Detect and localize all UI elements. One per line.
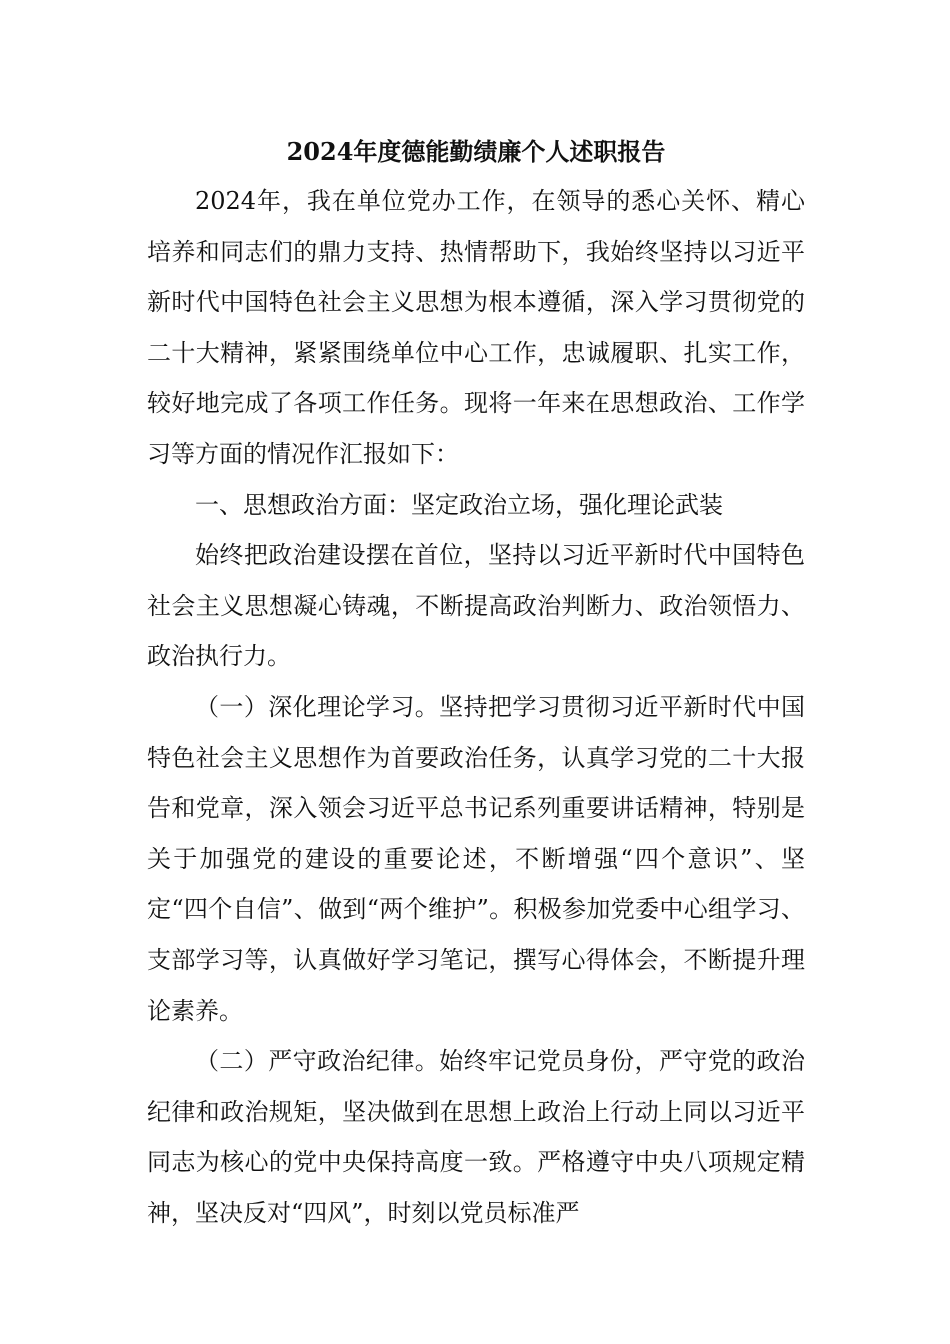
document-title: 2024年度德能勤绩廉个人述职报告 [286, 137, 666, 166]
item-theory-study: （一）深化理论学习。坚持把学习贯彻习近平新时代中国特色社会主义思想作为首要政治任务，认真学习党的二十大报告和党章，深入领会习近平总书记系列重要讲话精神，特别是关于加强党的建设的重要论述，不断增强“四个意识”、坚定“四个自信”、做到“两个维护”。积极参加党委中心组学习、支部学习等，认真做好学习笔记，撰写心得体会，不断提升理论素养。 [147, 692, 805, 1025]
item-political-discipline: （二）严守政治纪律。始终牢记党员身份，严守党的政治纪律和政治规矩，坚决做到在思想上政治上行动上同以习近平同志为核心的党中央保持高度一致。严格遵守中央八项规定精神，坚决反对“四风”，时刻以党员标准严 [147, 1047, 805, 1227]
section-heading-political: 一、思想政治方面：坚定政治立场，强化理论武装 [195, 490, 723, 519]
intro-paragraph: 2024年，我在单位党办工作，在领导的悉心关怀、精心培养和同志们的鼎力支持、热情帮助下，我始终坚持以习近平新时代中国特色社会主义思想为根本遵循，深入学习贯彻党的二十大精神，紧紧围绕单位中心工作，忠诚履职、扎实工作，较好地完成了各项工作任务。现将一年来在思想政治、工作学习等方面的情况作汇报如下： [147, 187, 805, 468]
document-body [147, 128, 805, 1238]
section-body-political: 始终把政治建设摆在首位，坚持以习近平新时代中国特色社会主义思想凝心铸魂，不断提高政治判断力、政治领悟力、政治执行力。 [147, 541, 805, 671]
